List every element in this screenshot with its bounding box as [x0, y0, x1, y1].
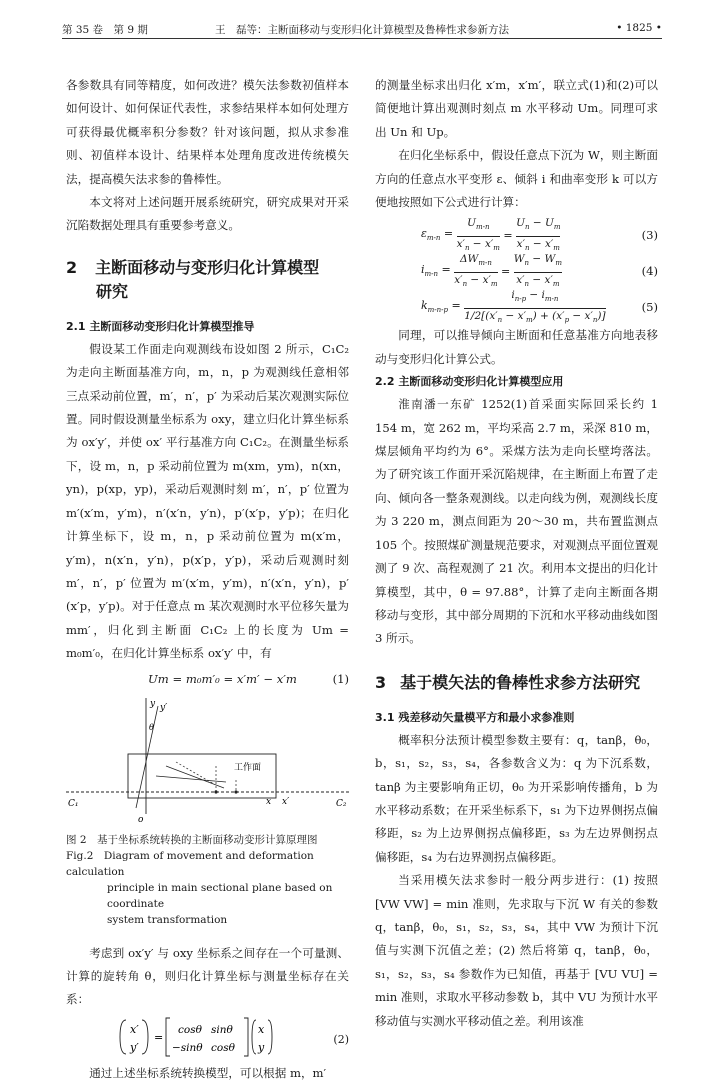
obs-line — [176, 762, 214, 784]
label-c2: C₂ — [336, 798, 347, 809]
paragraph: 本文将对上述问题开展系统研究，研究成果对开采沉陷数据处理具有重要参考意义。 — [66, 195, 349, 233]
point-marker — [214, 790, 217, 793]
label-origin: o — [138, 814, 144, 825]
paragraph: 通过上述坐标系统转换模型，可以根据 m，m′ — [89, 1065, 327, 1080]
svg-text:cosθ: cosθ — [178, 1023, 202, 1036]
figure-2-diagram — [66, 696, 349, 826]
paragraph: 当采用模矢法求参时一般分两步进行：(1) 按照[VW VW] = min 准则，先求取与下沉 W 有关的参数 q，tanβ，θ₀，s₁，s₂，s₃，s₄，其中 VW 为预计下沉值与实测下沉值之差；(2) 然后将第 q，tanβ，θ₀，s₁，s₂，s₃，s₄ 参数作为已知值，再基于 [VU VU] = min 准则，求取水平移动参数 b，其中 VU 为预计水平移动值与实测水平移动值之差。利用该准 — [375, 873, 658, 1028]
equation-2: x′ y′ = cosθ sinθ −sinθ cosθ x y (2) — [66, 1012, 349, 1062]
working-face-rect — [128, 754, 276, 798]
section-2-1-heading: 2.1 主断面移动变形归化计算模型推导 — [66, 319, 255, 333]
section-3-heading: 3 基于模矢法的鲁棒性求参方法研究 — [375, 672, 641, 692]
svg-text:y: y — [258, 1040, 265, 1054]
y-prime-axis — [136, 706, 158, 808]
paragraph: 概率积分法预计模型参数主要有：q，tanβ，θ₀，b，s₁，s₂，s₃，s₄，各参数含义为：q 为下沉系数，tanβ 为主要影响角正切，θ₀ 为开采影响传播角，b 为水平移动系数；在开采坐标系下，s₁ 为下边界侧拐点偏移距，s₂ 为上边界侧拐点偏移距，s₃ 为左边界侧拐点偏移距，s₄ 为右边界测拐点偏移距。 — [375, 732, 658, 864]
label-theta: θ — [149, 722, 154, 732]
svg-text:x: x — [258, 1022, 265, 1036]
svg-text:=: = — [154, 1030, 164, 1044]
paragraph: 假设某工作面走向观测线布设如图 2 所示，C₁C₂ 为走向主断面基准方向，m，n，p 为观测线任意相邻三点采动前位置，m′，n′，p′ 为采动后某次观测实际位置。同时假设测量坐标系为 oxy，建立归化计算坐标系为 ox′y′，并使 ox′ 平行基准方向 C₁C₂。在测量坐标系下，设 m，n，p 采动前位置为 m(xm，ym)，n(xn，yn)，p(xp，yp)，采动后观测时刻 m′，n′，p′ 位置为 m′(x′m，y′m)，n′(x′n，y′n)，p′(x′p，y′p)；在归化计算坐标下，设 m，n，p 采动前位置为 m(x′m，y′m)，n(x′n，y′n)，p(x′p，y′p)，采动后观测时刻 m′，n′，p′ 位置为 m′(x′m，y′m)，n′(x′n，y′n)，p′(x′p，y′p)。对于任意点 m 某次观测时水平位移矢量为 mm′，归化到主断面 C₁C₂ 上的长度为 Um = m₀m′₀，在归化计算坐标系 ox′y′ 中，有 — [66, 341, 349, 661]
label-working-face: 工作面 — [234, 762, 262, 773]
section-2-heading: 2 主断面移动与变形归化计算模型 研究 — [66, 257, 320, 301]
paragraph: 的测量坐标求出归化 x′m，x′m′，联立式(1)和(2)可以简便地计算出观测时刻点 m 水平移动 Um。同理可求出 Un 和 Up。 — [375, 78, 658, 139]
label-c1: C₁ — [68, 798, 79, 809]
svg-text:cosθ: cosθ — [211, 1041, 235, 1054]
label-y-prime: y′ — [160, 702, 168, 713]
point-marker — [234, 790, 237, 793]
figure-2-caption: 图 2 基于坐标系统转换的主断面移动变形计算原理图 Fig.2 Diagram of movement and deformation calculation principle in main sectional plane based on coordinate system transformation — [66, 833, 333, 926]
svg-text:y′: y′ — [130, 1040, 139, 1054]
label-x-prime: x′ — [282, 796, 290, 807]
svg-text:−sinθ: −sinθ — [172, 1041, 203, 1054]
section-3-1-heading: 3.1 残差移动矢量模平方和最小求参准则 — [375, 710, 575, 724]
running-title: 王 磊等：主断面移动与变形归化计算模型及鲁棒性求参新方法 — [215, 24, 509, 36]
volume-issue: 第 35 卷 第 9 期 — [62, 24, 148, 36]
svg-text:x′: x′ — [130, 1022, 139, 1036]
equation-4: $i_{m-n}$ = $\frac{\Delta W_{m-n}}{x'_n - x'_m}$ = $\frac{W_n - W_m}{x'_n - x'_m}$ (4) — [421, 253, 658, 288]
equation-1: Um = m₀m′₀ = x′m′ − x′m (1) — [148, 671, 349, 686]
label-y: y — [150, 698, 156, 709]
obs-line — [166, 766, 224, 788]
paragraph: 淮南潘一东矿 1252(1)首采面实际回采长约 1 154 m，宽 262 m，平均采高 2.7 m，采深 810 m，煤层倾角平均约为 6°。采煤方法为走向长壁垮落法。为了研究该工作面开采沉陷规律，在主断面上布置了走向、倾向各一整条观测线。以走向线为例，观测线长度为 3 220 m，测点间距为 20～30 m，共布置监测点 105 个。按照煤矿测量规范要求，对观测点平面位置观测了 9 次、高程观测了 21 次。利用本文提出的归化计算模型，其中，θ = 97.88°，计算了走向主断面各期移动与变形，其中部分周期的下沉和水平移动曲线如图 3 所示。 — [375, 397, 658, 646]
equation-5: $k_{m-n-p}$ = $\frac{i_{n-p} - i_{m-n}}{1/2[(x'_n - x'_m) + (x'_p - x'_n)]}$ (5) — [421, 289, 658, 324]
equation-3: $\varepsilon_{m-n}$ = $\frac{U_{m-n}}{x'_n - x'_m}$ = $\frac{U_n - U_m}{x'_n - x'_m}$ (3) — [421, 217, 658, 252]
paragraph: 各参数具有同等精度，如何改进？模矢法参数初值样本如何设计、如何保证代表性，求参结果样本如何处理方可获得最优概率积分参数？针对该问题，拟从求参准则、初值样本设计、结果样本处理角度改进传统模矢法，提高模矢法求参的鲁棒性。 — [66, 78, 349, 186]
obs-line — [156, 776, 226, 782]
running-header — [62, 20, 662, 39]
paragraph: 在归化坐标系中，假设任意点下沉为 W，则主断面方向的任意点水平变形 ε、倾斜 i 和曲率变形 k 可以方便地按照如下公式进行计算： — [375, 148, 658, 210]
page-number: • 1825 • — [616, 22, 662, 34]
paragraph: 考虑到 ox′y′ 与 oxy 坐标系之间存在一个可量测、计算的旋转角 θ，则归化计算坐标与测量坐标存在关系： — [66, 945, 349, 1007]
svg-text:sinθ: sinθ — [211, 1023, 233, 1036]
paragraph: 同理，可以推导倾向主断面和任意基准方向地表移动与变形归化计算公式。 — [375, 328, 658, 366]
left-column — [66, 74, 349, 1085]
right-column — [375, 74, 658, 1033]
equation-2-matrix — [66, 1012, 349, 1062]
label-x: x — [266, 796, 272, 807]
section-2-2-heading: 2.2 主断面移动变形归化计算模型应用 — [375, 375, 564, 389]
